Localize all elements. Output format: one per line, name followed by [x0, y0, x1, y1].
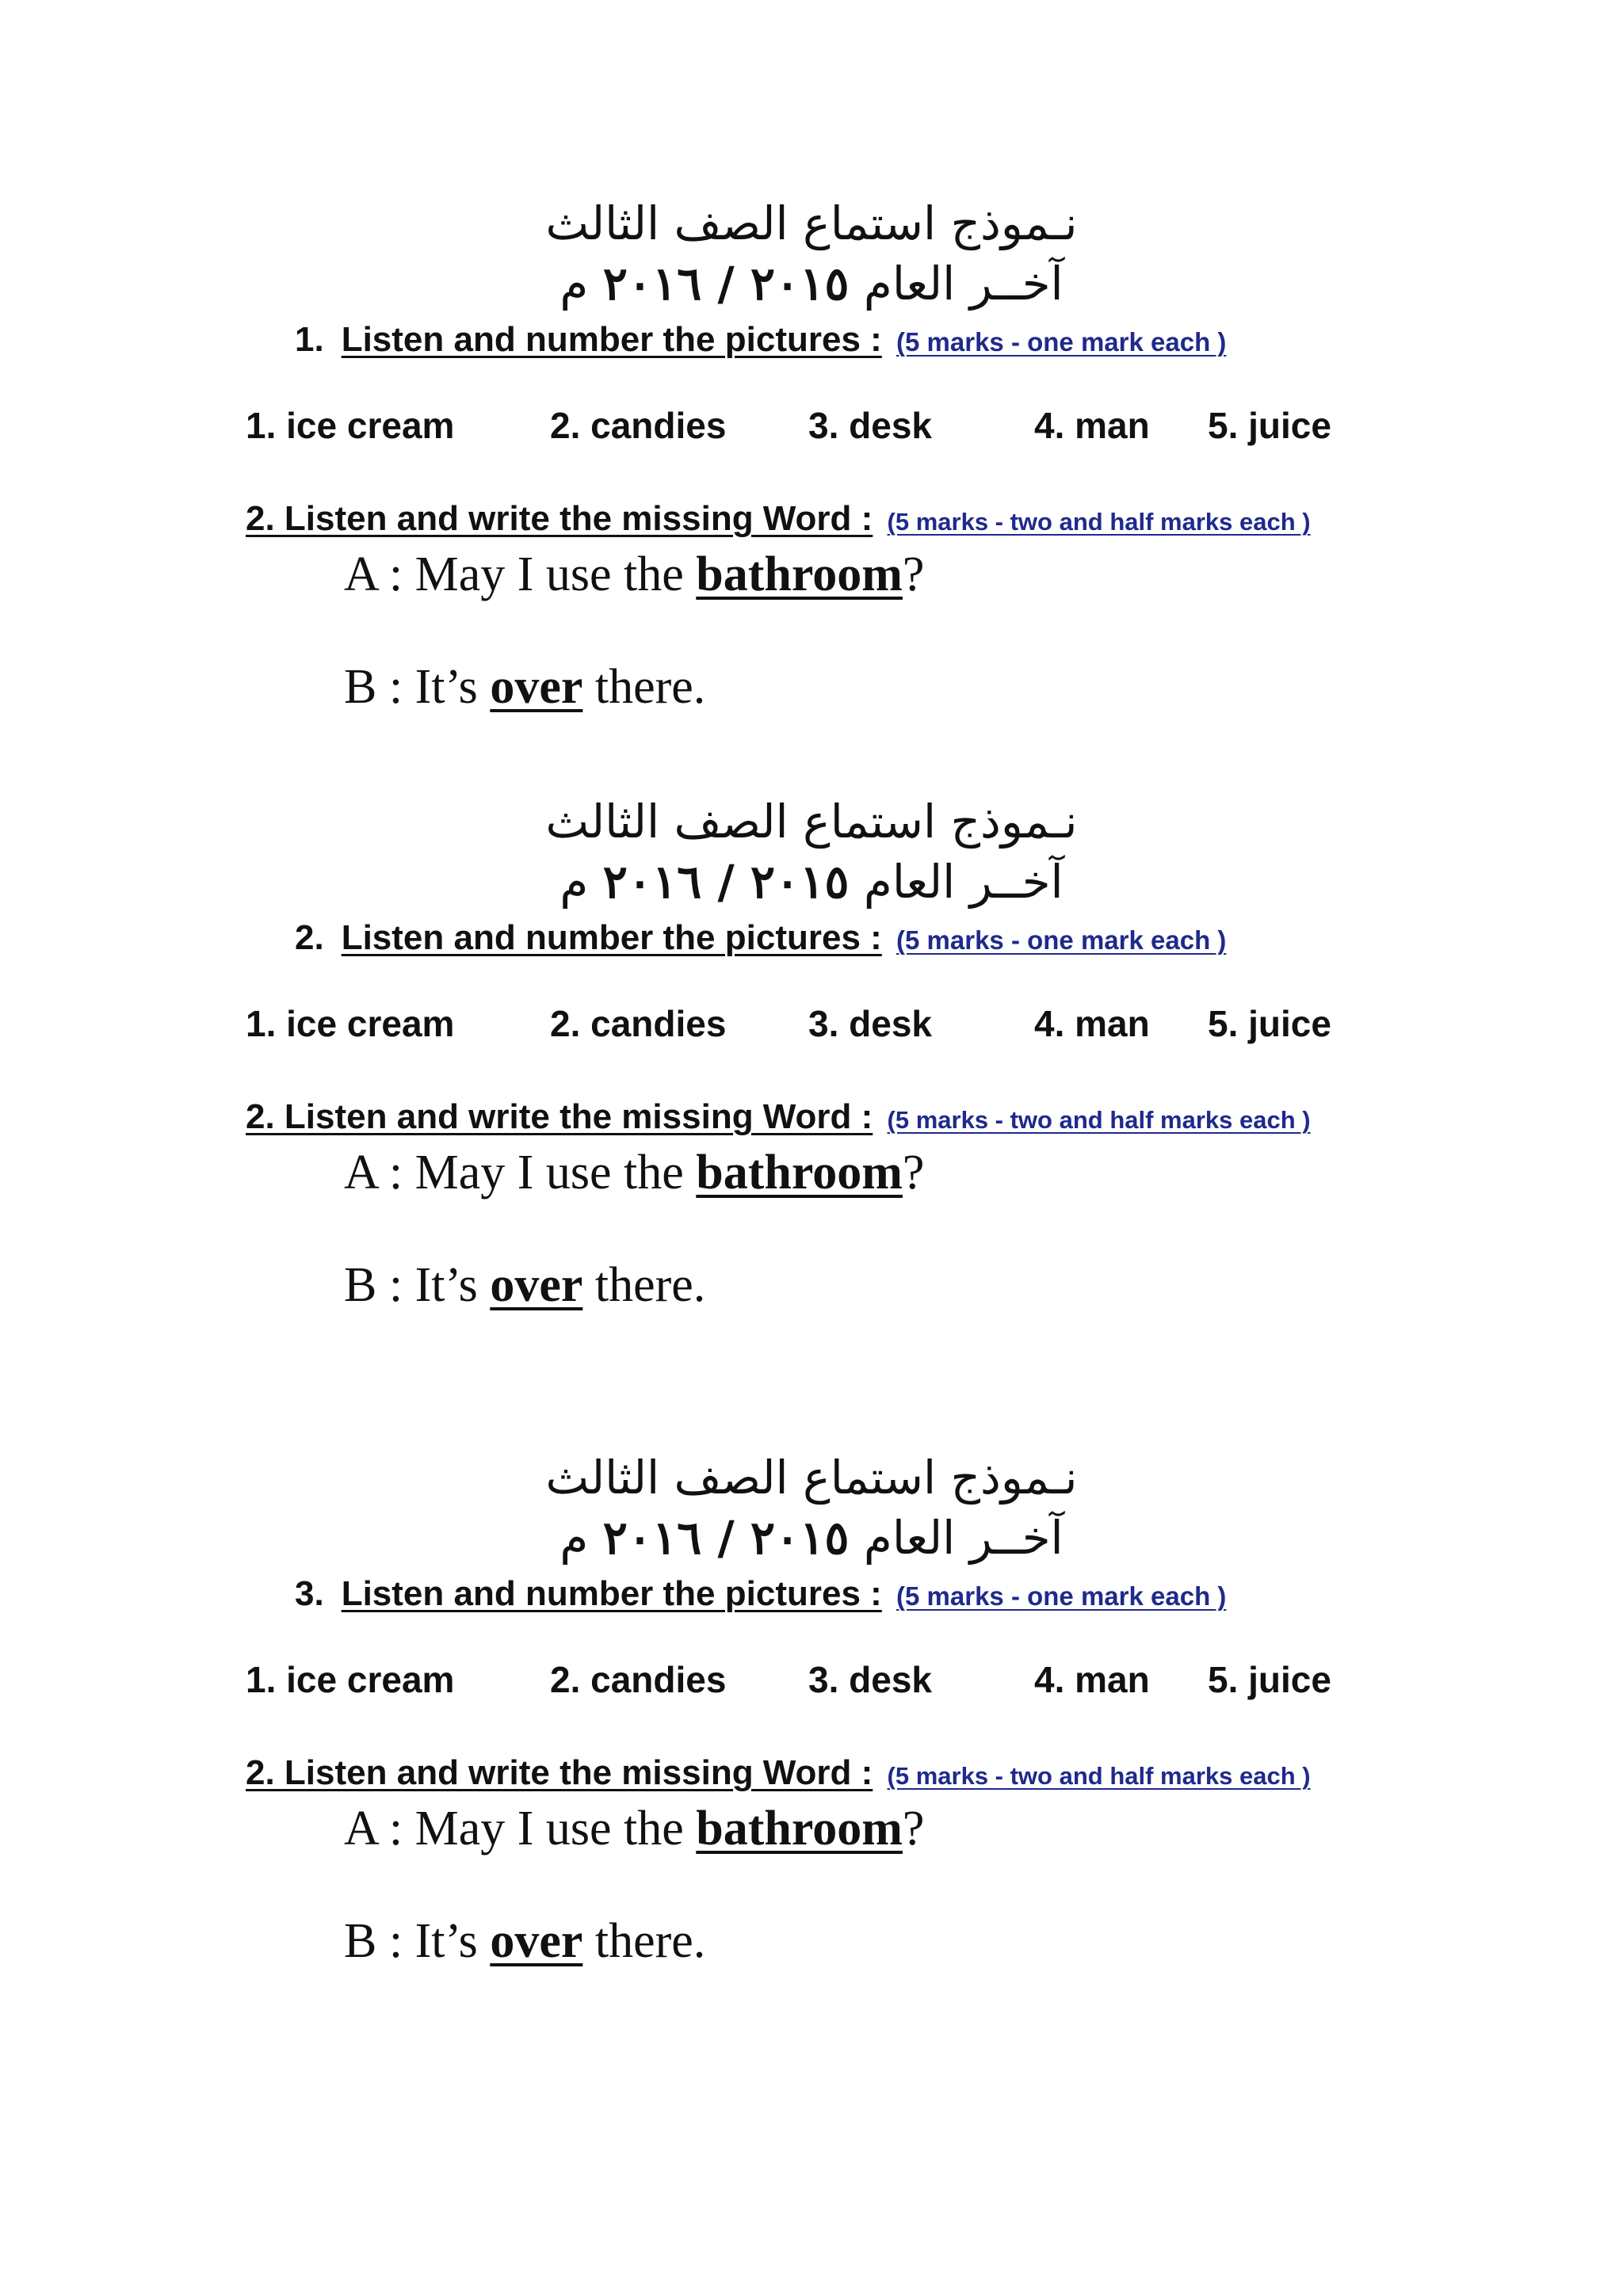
sentence-b — [344, 1257, 705, 1314]
arabic-subtitle-prefix: آخــر العام — [863, 855, 1064, 909]
arabic-subtitle-prefix: آخــر العام — [863, 257, 1064, 311]
arabic-subtitle-prefix: آخــر العام — [863, 1511, 1064, 1565]
word-item: 4. man — [1034, 1659, 1150, 1700]
word-item: 2. candies — [550, 1659, 727, 1700]
worksheet-section-1 — [0, 195, 1623, 813]
question-1-marks: (5 marks - one mark each ) — [896, 327, 1227, 357]
sentence-b-suffix: there. — [582, 1258, 706, 1312]
sentence-b-prefix: B : It’s — [344, 1258, 491, 1312]
arabic-subtitle — [0, 853, 1623, 910]
word-item: 3. desk — [808, 405, 932, 446]
sentence-a — [344, 547, 924, 603]
sentence-b — [344, 1913, 705, 1970]
word-item: 3. desk — [808, 1003, 932, 1044]
sentence-a-answer: bathroom — [696, 547, 903, 601]
word-item: 5. juice — [1208, 405, 1331, 446]
sentence-a-suffix: ? — [902, 1802, 925, 1855]
question-1-text: Listen and number the pictures : — [341, 1574, 882, 1613]
word-item: 1. ice cream — [246, 1003, 455, 1044]
word-item: 1. ice cream — [246, 405, 455, 446]
arabic-title: نـموذج استماع الصف الثالث — [545, 1451, 1078, 1505]
arabic-subtitle-years: ٢٠١٥ / ٢٠١٦ — [602, 1511, 850, 1565]
sentence-a-suffix: ? — [902, 1146, 925, 1199]
arabic-title: نـموذج استماع الصف الثالث — [545, 196, 1078, 250]
question-2-heading — [246, 499, 1311, 539]
arabic-subtitle-suffix: م — [559, 855, 589, 909]
sentence-b-prefix: B : It’s — [344, 1914, 491, 1968]
word-item: 5. juice — [1208, 1659, 1331, 1700]
sentence-b-answer: over — [490, 1914, 583, 1968]
sentence-a-prefix: A : May I use the — [344, 547, 697, 601]
question-2-heading — [246, 1097, 1311, 1137]
sentence-a-prefix: A : May I use the — [344, 1146, 697, 1199]
question-2-marks: (5 marks - two and half marks each ) — [887, 508, 1311, 536]
question-1-text: Listen and number the pictures : — [341, 320, 882, 359]
question-1-heading — [295, 320, 1226, 360]
question-number: 1. — [295, 320, 324, 359]
question-2-heading — [246, 1753, 1311, 1793]
sentence-a-answer: bathroom — [696, 1146, 903, 1199]
worksheet-section-2 — [0, 793, 1623, 1411]
sentence-a-prefix: A : May I use the — [344, 1802, 697, 1855]
word-item: 3. desk — [808, 1659, 932, 1700]
sentence-a — [344, 1801, 924, 1857]
question-number: 3. — [295, 1574, 324, 1613]
sentence-a — [344, 1145, 924, 1201]
sentence-a-suffix: ? — [902, 547, 925, 601]
sentence-b-answer: over — [490, 660, 583, 714]
question-1-marks: (5 marks - one mark each ) — [896, 1581, 1227, 1611]
arabic-subtitle-years: ٢٠١٥ / ٢٠١٦ — [602, 257, 850, 311]
sentence-b-suffix: there. — [582, 660, 706, 714]
word-item: 4. man — [1034, 1003, 1150, 1044]
word-item: 1. ice cream — [246, 1659, 455, 1700]
arabic-subtitle — [0, 1509, 1623, 1566]
arabic-subtitle-suffix: م — [559, 257, 589, 311]
word-item: 4. man — [1034, 405, 1150, 446]
sentence-b-prefix: B : It’s — [344, 660, 491, 714]
arabic-subtitle — [0, 255, 1623, 312]
question-2-text: 2. Listen and write the missing Word : — [246, 1753, 873, 1792]
question-2-marks: (5 marks - two and half marks each ) — [887, 1762, 1311, 1790]
word-item: 5. juice — [1208, 1003, 1331, 1044]
sentence-a-answer: bathroom — [696, 1802, 903, 1855]
sentence-b — [344, 659, 705, 715]
arabic-subtitle-years: ٢٠١٥ / ٢٠١٦ — [602, 855, 850, 909]
sentence-b-suffix: there. — [582, 1914, 706, 1968]
question-2-text: 2. Listen and write the missing Word : — [246, 499, 873, 538]
question-1-text: Listen and number the pictures : — [341, 918, 882, 957]
word-item: 2. candies — [550, 1003, 727, 1044]
question-2-text: 2. Listen and write the missing Word : — [246, 1097, 873, 1136]
word-item: 2. candies — [550, 405, 727, 446]
question-number: 2. — [295, 918, 324, 957]
question-1-heading — [295, 1574, 1226, 1614]
arabic-subtitle-suffix: م — [559, 1511, 589, 1565]
sentence-b-answer: over — [490, 1258, 583, 1312]
worksheet-section-3 — [0, 1449, 1623, 2067]
question-1-marks: (5 marks - one mark each ) — [896, 925, 1227, 955]
arabic-title: نـموذج استماع الصف الثالث — [545, 795, 1078, 849]
question-1-heading — [295, 918, 1226, 958]
question-2-marks: (5 marks - two and half marks each ) — [887, 1106, 1311, 1134]
